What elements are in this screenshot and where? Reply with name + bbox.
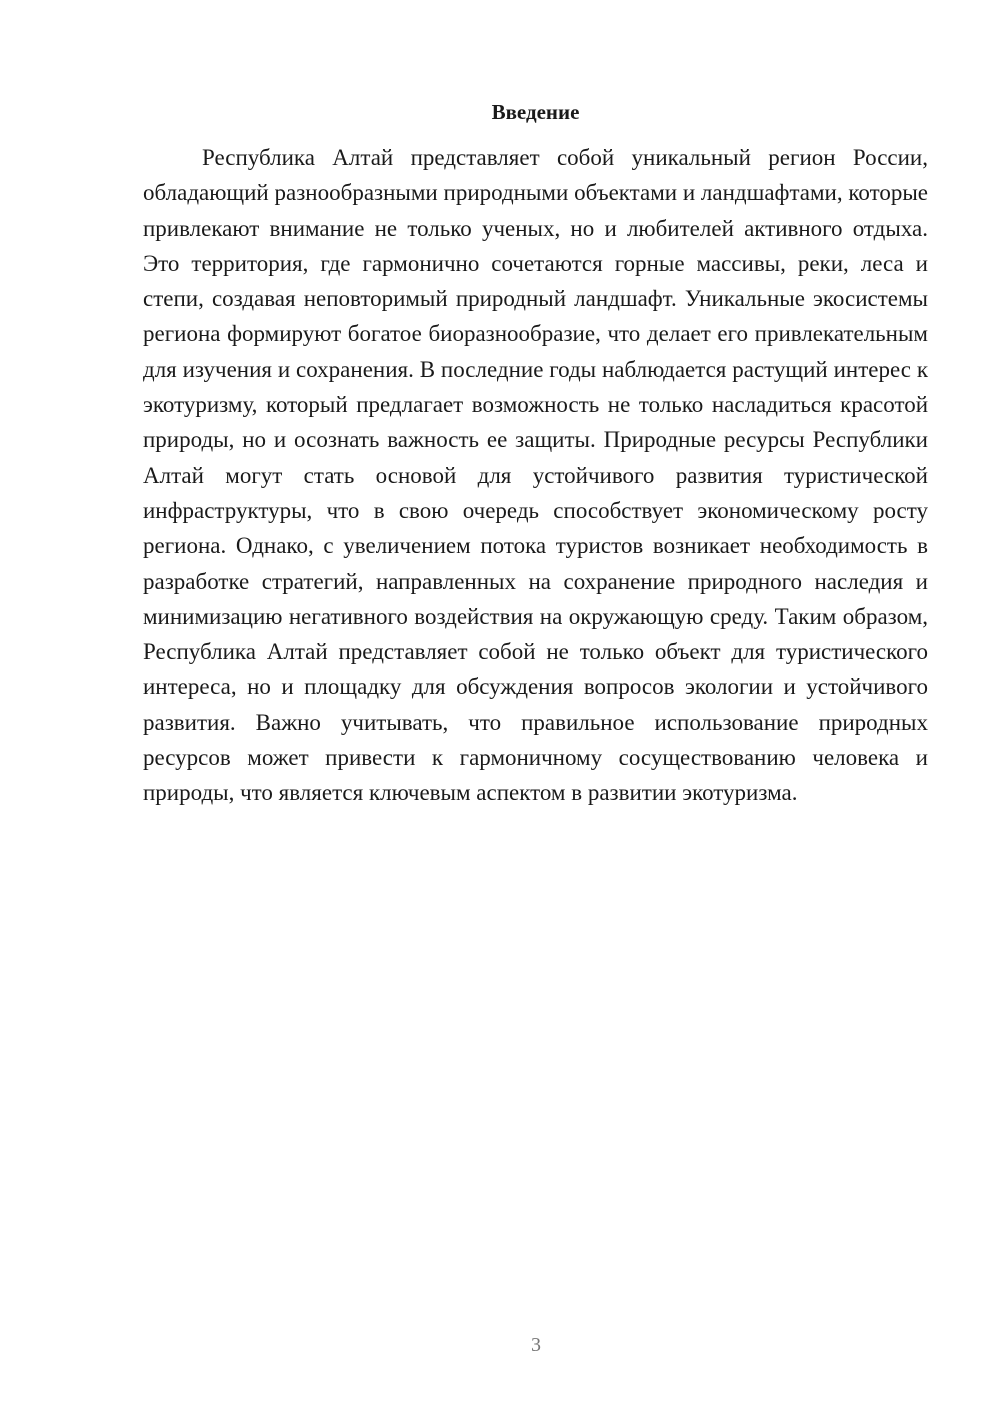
- section-heading: Введение: [491, 100, 580, 124]
- body-paragraph: Республика Алтай представляет собой уникальный регион России, обладающий разнообразными природными объектами и ландшафтами, которые привлекают внимание не только ученых, но и любителей активного отдыха. Это территория, где гармонично сочетаются горные массивы, реки, леса и степи, создавая неповторимый природный ландшафт. Уникальные экосистемы региона формируют богатое биоразнообразие, что делает его привлекательным для изучения и сохранения. В последние годы наблюдается растущий интерес к экотуризму, который предлагает возможность не только насладиться красотой природы, но и осознать важность ее защиты. Природные ресурсы Республики Алтай могут стать основой для устойчивого развития туристической инфраструктуры, что в свою очередь способствует экономическому росту региона. Однако, с увеличением потока туристов возникает необходимость в разработке стратегий, направленных на сохранение природного наследия и минимизацию негативного воздействия на окружающую среду. Таким образом, Республика Алтай представляет собой не только объект для туристического интереса, но и площадку для обсуждения вопросов экологии и устойчивого развития. Важно учитывать, что правильное использование природных ресурсов может привести к гармоничному сосуществованию человека и природы, что является ключевым аспектом в развитии экотуризма.: [143, 145, 928, 806]
- page-number: 3: [531, 1334, 541, 1356]
